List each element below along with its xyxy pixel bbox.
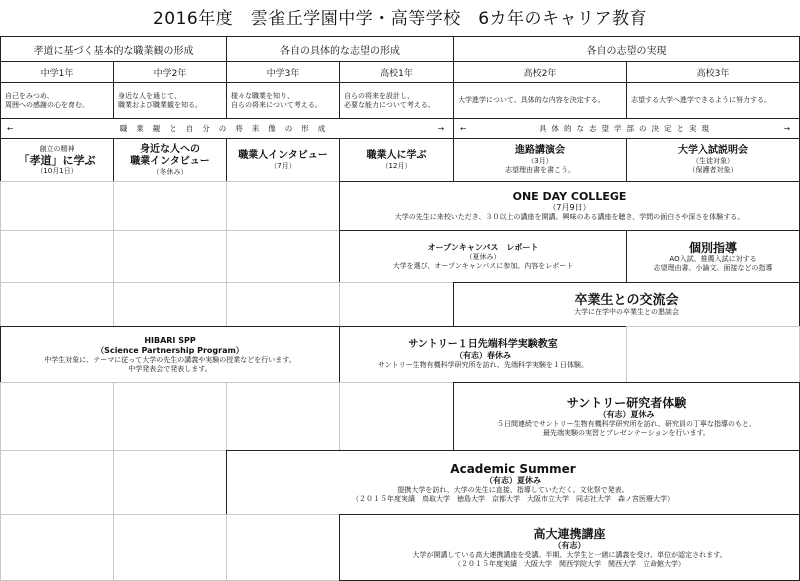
event-worker-interview xyxy=(226,138,340,182)
header-foundation: 孝道に基づく基本的な職業観の形成 xyxy=(0,36,227,62)
kodai-renkei xyxy=(339,514,800,581)
arrow-right-phase xyxy=(453,118,800,139)
goal-h1 xyxy=(339,82,454,119)
suntory-researcher-period: （有志）夏休み xyxy=(598,409,655,419)
academic-summer-line1: 提携大学を訪れ、大学の先生に直接、指導していただく。文化祭で発表。 xyxy=(397,485,629,494)
event-koudou-date: （10月1日） xyxy=(36,166,78,175)
individual-guidance-line2: 志望理由書、小論文、面接などの指導 xyxy=(653,263,773,272)
goal-h3 xyxy=(626,82,800,119)
hibari-spp-line1: 中学生対象に、テーマに従って大学の先生の講義や実験の授業などを行います。 xyxy=(44,355,296,364)
suntory-one-day-desc: サントリー生物有機科学研究所を訪れ、先端科学実験を１日体験。 xyxy=(377,361,589,369)
goal-j2-line1: 身近な人を通じて、 xyxy=(118,91,181,100)
grade-h1: 高校1年 xyxy=(339,61,454,83)
event-entrance-briefing-parents: （保護者対象） xyxy=(688,166,738,174)
suntory-researcher-line1: ５日間連続でサントリー生物有機科学研究所を訪れ、研究員の丁寧な指導のもと、 xyxy=(496,419,757,428)
grade-j1: 中学1年 xyxy=(0,61,114,83)
event-career-lecture-desc: 志望理由書を書こう。 xyxy=(505,166,575,174)
goal-j3-line1: 様々な職業を知り、 xyxy=(231,91,294,100)
goal-j3-line2: 自らの将来について考える。 xyxy=(231,100,322,109)
suntory-one-day-title: サントリー１日先端科学実験教室 xyxy=(408,339,558,350)
goal-h3-line1: 志望する大学へ進学できるように努力する。 xyxy=(631,96,771,104)
suntory-one-day-period: （有志）春休み xyxy=(455,351,511,360)
event-entrance-briefing-students: （生徒対象） xyxy=(692,157,734,165)
arrow-left-start-icon: ← xyxy=(7,124,17,133)
kodai-renkei-line2: （２０１５年度実績 大阪大学 関西学院大学 関西大学 立命館大学） xyxy=(454,559,685,568)
empty-cell xyxy=(113,450,227,515)
event-worker-interview-date: （7月） xyxy=(270,161,296,170)
goal-h2 xyxy=(453,82,627,119)
event-worker-interview-title: 職業人インタビュー xyxy=(238,149,328,161)
event-career-lecture-date: （3月） xyxy=(527,157,553,165)
event-entrance-briefing xyxy=(626,138,800,182)
empty-cell xyxy=(0,514,114,581)
hibari-spp-line2: 中学発表会で発表します。 xyxy=(128,364,212,373)
one-day-college xyxy=(339,181,800,231)
open-campus-report xyxy=(339,230,627,283)
header-realization: 各自の志望の実現 xyxy=(453,36,800,62)
empty-cell xyxy=(113,514,227,581)
goal-j1 xyxy=(0,82,114,119)
academic-summer xyxy=(226,450,800,515)
kodai-renkei-period: （有志） xyxy=(553,540,586,550)
individual-guidance-line1: AO入試、推薦入試に対する xyxy=(669,254,757,263)
grade-h2: 高校2年 xyxy=(453,61,627,83)
kodai-renkei-line1: 大学が開講している高大連携講座を受講。半期、大学生と一緒に講義を受け、単位が認定されます。 xyxy=(412,550,727,559)
kodai-renkei-title: 高大連携講座 xyxy=(533,526,606,541)
arrow-left-phase xyxy=(0,118,454,139)
event-family-interview-line1: 身近な人への xyxy=(140,143,200,155)
empty-cell xyxy=(226,514,340,581)
hibari-spp-title: HIBARI SPP xyxy=(144,335,196,345)
event-learn-from-workers xyxy=(339,138,454,182)
alumni-exchange-title: 卒業生との交流会 xyxy=(574,292,679,308)
suntory-researcher-line2: 最先端実験の実習とプレゼンテーションを行います。 xyxy=(543,428,710,437)
event-career-lecture-title: 進路講演会 xyxy=(515,145,565,156)
empty-cell xyxy=(226,230,340,283)
suntory-one-day xyxy=(339,326,627,383)
empty-cell xyxy=(0,382,114,451)
one-day-college-date: （7月9日） xyxy=(548,203,591,212)
event-learn-from-workers-title: 職業人に学ぶ xyxy=(366,149,427,161)
event-koudou-line1: 創立の精神 xyxy=(39,144,75,153)
one-day-college-title: ONE DAY COLLEGE xyxy=(512,190,627,203)
goal-j1-line2: 周囲への感謝の心を育む。 xyxy=(5,100,89,109)
goal-j2-line2: 職業および職業観を知る。 xyxy=(118,100,202,109)
event-entrance-briefing-title: 大学入試説明会 xyxy=(678,145,748,156)
individual-guidance-title: 個別指導 xyxy=(688,240,737,255)
empty-cell xyxy=(113,382,227,451)
goal-j3 xyxy=(226,82,340,119)
empty-cell xyxy=(113,181,227,231)
empty-cell xyxy=(626,326,800,383)
arrow-right-start-icon: ← xyxy=(460,124,470,133)
goal-j2 xyxy=(113,82,227,119)
hibari-spp xyxy=(0,326,340,383)
goal-j1-line1: 自己をみつめ、 xyxy=(5,91,54,100)
goal-h1-line1: 自らの将来を設計し、 xyxy=(344,91,414,100)
academic-summer-title: Academic Summer xyxy=(450,461,576,476)
grade-j2: 中学2年 xyxy=(113,61,227,83)
individual-guidance xyxy=(626,230,800,283)
event-family-interview xyxy=(113,138,227,182)
career-table xyxy=(0,36,800,581)
header-aspiration: 各自の具体的な志望の形成 xyxy=(226,36,454,62)
event-family-interview-date: （冬休み） xyxy=(152,167,188,176)
event-career-lecture xyxy=(453,138,627,182)
empty-cell xyxy=(226,282,340,327)
event-koudou-title: 「孝道」に学ぶ xyxy=(18,153,96,167)
arrow-left-label: 職業観と自分の将来像の形成 xyxy=(119,124,335,133)
empty-cell xyxy=(226,181,340,231)
alumni-exchange-desc: 大学に在学中の卒業生との懇談会 xyxy=(574,307,679,316)
page-title: 2016年度 雲雀丘学園中学・高等学校 6カ年のキャリア教育 xyxy=(152,9,648,29)
empty-cell xyxy=(113,282,227,327)
empty-cell xyxy=(113,230,227,283)
suntory-researcher xyxy=(453,382,800,451)
empty-cell xyxy=(339,382,454,451)
grade-j3: 中学3年 xyxy=(226,61,340,83)
empty-cell xyxy=(339,282,454,327)
suntory-researcher-title: サントリー研究者体験 xyxy=(566,395,687,410)
event-koudou xyxy=(0,138,114,182)
arrow-left-end-icon: → xyxy=(437,124,447,133)
grade-h3: 高校3年 xyxy=(626,61,800,83)
hibari-spp-subtitle: （Science Partnership Program） xyxy=(96,345,244,355)
one-day-college-desc: 大学の先生に来校いただき、３０以上の講座を開講。興味のある講座を聴き、学問の面白さや深さを体験する。 xyxy=(394,213,745,221)
empty-cell xyxy=(0,450,114,515)
arrow-right-end-icon: → xyxy=(783,124,793,133)
event-family-interview-line2: 職業インタビュー xyxy=(130,155,210,167)
empty-cell xyxy=(0,181,114,231)
empty-cell xyxy=(0,230,114,283)
goal-h2-line1: 大学進学について、具体的な内容を決定する。 xyxy=(458,96,605,104)
open-campus-desc: 大学を選び、オープンキャンパスに参加。内容をレポート xyxy=(392,261,574,270)
empty-cell xyxy=(226,382,340,451)
open-campus-title: オープンキャンパス レポート xyxy=(427,242,539,252)
open-campus-period: （夏休み） xyxy=(465,252,501,261)
arrow-right-label: 具体的な志望学部の決定と実現 xyxy=(539,124,714,133)
event-learn-from-workers-date: （12月） xyxy=(381,161,412,170)
alumni-exchange xyxy=(453,282,800,327)
academic-summer-line2: （２０１５年度実績 鳥取大学 徳島大学 京都大学 大阪市立大学 同志社大学 森ノ宮医療大学） xyxy=(352,494,674,503)
academic-summer-period: （有志）夏休み xyxy=(485,475,541,485)
goal-h1-line2: 必要な能力について考える。 xyxy=(344,100,435,109)
empty-cell xyxy=(0,282,114,327)
